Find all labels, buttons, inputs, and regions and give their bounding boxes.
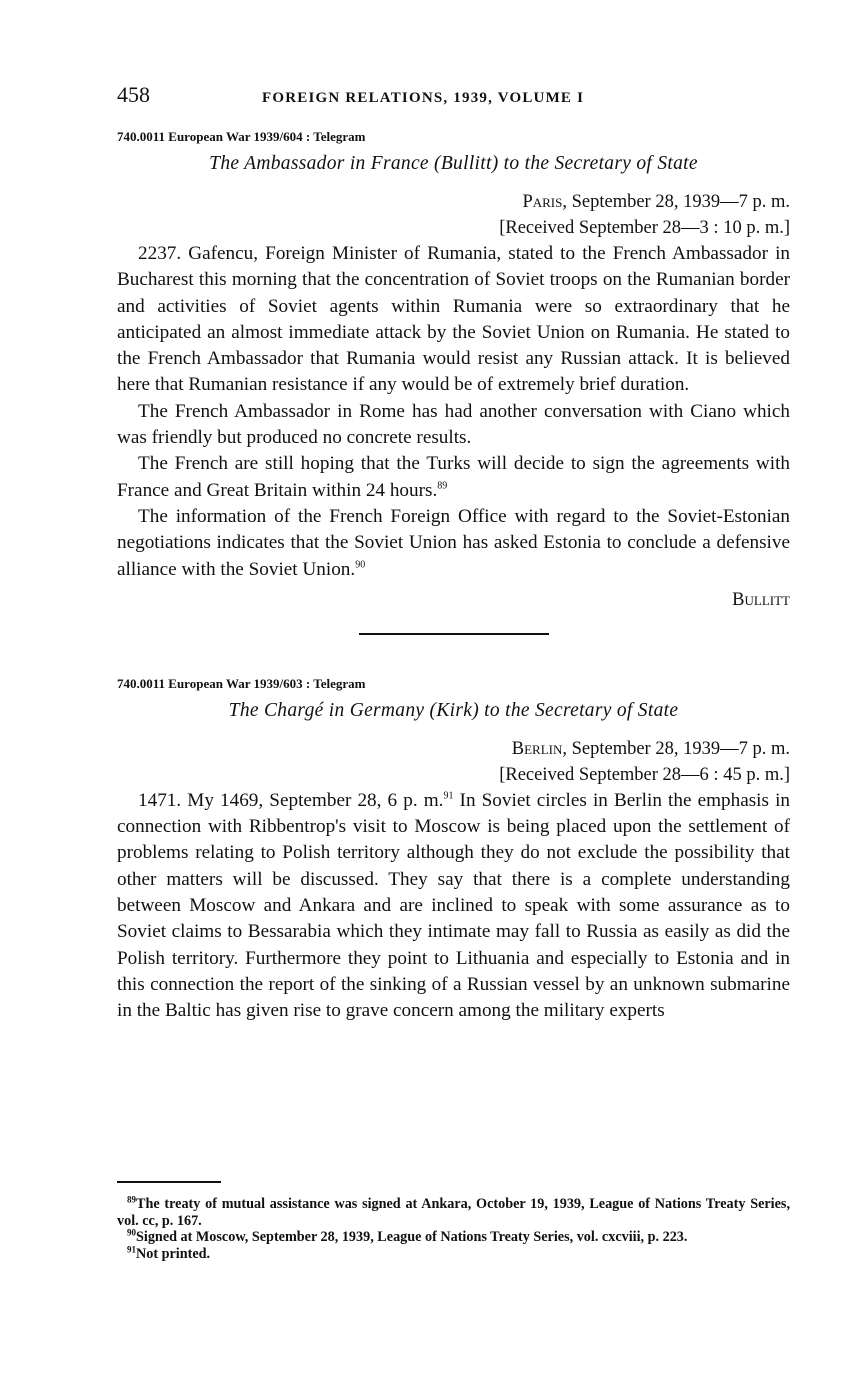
file-reference: 740.0011 European War 1939/603 : Telegram — [117, 675, 366, 691]
footnote-mark: 91 — [127, 1243, 136, 1254]
dateline-place: Berlin — [511, 738, 563, 759]
paragraph — [117, 451, 790, 504]
dateline — [117, 189, 790, 241]
footnote — [117, 1243, 790, 1263]
document-title: The Ambassador in France (Bullitt) to the Secretary of State — [209, 153, 698, 174]
section-divider — [359, 633, 549, 635]
paragraph: 2237. Gafencu, Foreign Minister of Rumania, stated to the French Ambassador in Bucharest this morning that the concentration of Soviet troops on the Rumanian border and activities of Soviet agents within Rumania were so extraordinary that he anticipated an almost immediate attack by the Soviet Union on Rumania. He stated to the French Ambassador that Rumania would resist any Russian attack. It is believed here that Rumanian resistance if any would be of extremely brief duration. — [117, 243, 790, 396]
dateline-place: Paris — [522, 192, 563, 212]
dateline-date: , September 28, 1939—7 p. m. — [562, 192, 790, 212]
running-head — [117, 82, 790, 116]
paragraph-text: 1471. My 1469, September 28, 6 p. m. — [138, 789, 444, 811]
footnote-rule — [117, 1181, 221, 1183]
telegram-body — [117, 241, 790, 583]
paragraph: The French Ambassador in Rome has had another conversation with Ciano which was friendly but produced no concrete results. — [117, 400, 790, 449]
telegram-body — [117, 788, 790, 1025]
footnote-ref: 91 — [443, 790, 454, 802]
signature: Bullitt — [732, 589, 790, 610]
received-line: [Received September 28—3 : 10 p. m.] — [499, 218, 790, 238]
received-line: [Received September 28—6 : 45 p. m.] — [499, 764, 790, 785]
footnote-ref: 89 — [437, 480, 448, 492]
paragraph-text: In Soviet circles in Berlin the emphasis in connection with Ribbentrop's visit to Moscow is being placed upon the settlement of problems relating to Polish territory although they do not exclude the possibility that other matters will be discussed. They say that there is a complete understanding between Moscow and Ankara and are inclined to speak with some assurance as to Soviet claims to Bessarabia which they intimate may fall to Russia as easily as did the Polish territory. Furthermore they point to Lithuania and especially to Estonia and in this connection the report of the sinking of a Russian vessel by an unknown submarine in the Baltic has given rise to grave concern among the military experts — [117, 789, 791, 1022]
footnote-mark: 90 — [127, 1227, 136, 1238]
footnote-text: Not printed. — [136, 1245, 211, 1262]
page-number: 458 — [117, 82, 150, 107]
footnotes — [117, 1196, 790, 1262]
file-reference: 740.0011 European War 1939/604 : Telegram — [117, 129, 366, 144]
running-title: FOREIGN RELATIONS, 1939, VOLUME I — [262, 90, 585, 106]
paragraph — [117, 788, 790, 1025]
document-page — [117, 82, 790, 1025]
footnote-text: The treaty of mutual assistance was signed at Ankara, October 19, 1939, League of Nations Treaty Series, vol. cc, p. 167. — [117, 1196, 790, 1229]
document-section — [117, 675, 790, 1025]
dateline-date: , September 28, 1939—7 p. m. — [562, 738, 790, 759]
footnote-mark: 89 — [127, 1194, 136, 1205]
footnote — [117, 1196, 790, 1229]
paragraph-text: The information of the French Foreign Office with regard to the Soviet-Estonian negotiations indicates that the Soviet Union has asked Estonia to conclude a defensive alliance with the Soviet Union. — [117, 505, 790, 580]
footnote — [117, 1229, 790, 1246]
document-title: The Chargé in Germany (Kirk) to the Secretary of State — [228, 699, 679, 721]
dateline — [117, 736, 790, 788]
footnote-ref: 90 — [355, 559, 366, 571]
paragraph-text: The French are still hoping that the Turks will decide to sign the agreements with France and Great Britain within 24 hours. — [117, 453, 790, 501]
footnote-text: Signed at Moscow, September 28, 1939, League of Nations Treaty Series, vol. cxcviii, p. 223. — [136, 1229, 688, 1245]
paragraph — [117, 504, 790, 583]
